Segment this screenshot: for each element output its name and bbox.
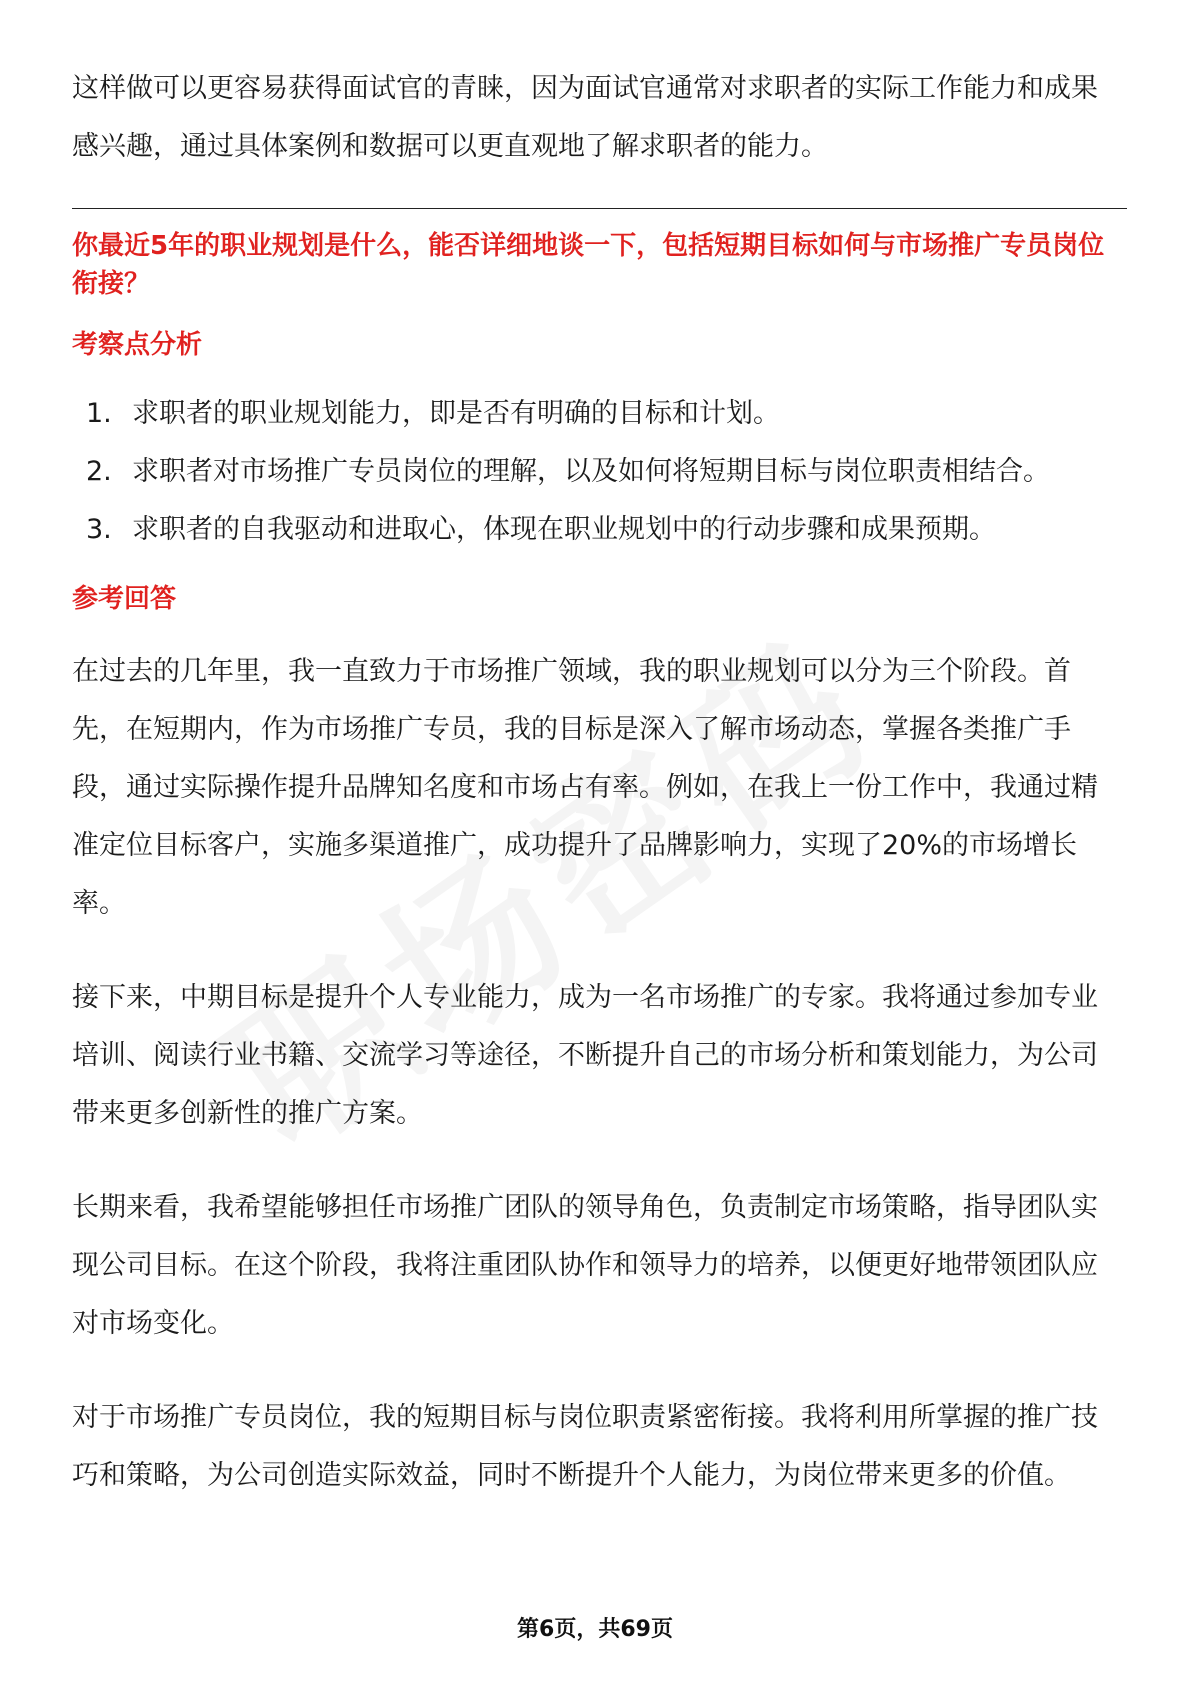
document-page bbox=[72, 60, 1112, 1541]
list-item-text: 求职者的职业规划能力，即是否有明确的目标和计划。 bbox=[132, 398, 780, 429]
analysis-title: 考察点分析 bbox=[72, 330, 203, 360]
page-footer: 第6页，共69页 bbox=[517, 1617, 673, 1642]
analysis-points-list bbox=[72, 385, 1112, 559]
list-item bbox=[72, 501, 1112, 559]
answer-paragraph: 对于市场推广专员岗位，我的短期目标与岗位职责紧密衔接。我将利用所掌握的推广技巧和策略，为公司创造实际效益，同时不断提升个人能力，为岗位带来更多的价值。 bbox=[72, 1402, 1098, 1491]
answer-title: 参考回答 bbox=[72, 584, 177, 614]
list-item-number: 1. bbox=[86, 398, 112, 429]
answer-paragraph: 接下来，中期目标是提升个人专业能力，成为一名市场推广的专家。我将通过参加专业培训、阅读行业书籍、交流学习等途径，不断提升自己的市场分析和策划能力，为公司带来更多创新性的推广方案。 bbox=[72, 982, 1098, 1129]
list-item-text: 求职者的自我驱动和进取心，体现在职业规划中的行动步骤和成果预期。 bbox=[132, 514, 996, 545]
list-item bbox=[72, 443, 1112, 501]
intro-paragraph: 这样做可以更容易获得面试官的青睐，因为面试官通常对求职者的实际工作能力和成果感兴趣，通过具体案例和数据可以更直观地了解求职者的能力。 bbox=[72, 73, 1098, 162]
list-item-number: 2. bbox=[86, 456, 112, 487]
section-divider bbox=[72, 208, 1127, 209]
answer-paragraph: 长期来看，我希望能够担任市场推广团队的领导角色，负责制定市场策略，指导团队实现公司目标。在这个阶段，我将注重团队协作和领导力的培养，以便更好地带领团队应对市场变化。 bbox=[72, 1192, 1098, 1339]
question-heading: 你最近5年的职业规划是什么，能否详细地谈一下，包括短期目标如何与市场推广专员岗位衔接？ bbox=[72, 231, 1105, 299]
answer-paragraph: 在过去的几年里，我一直致力于市场推广领域，我的职业规划可以分为三个阶段。首先，在短期内，作为市场推广专员，我的目标是深入了解市场动态，掌握各类推广手段，通过实际操作提升品牌知名度和市场占有率。例如，在我上一份工作中，我通过精准定位目标客户，实施多渠道推广，成功提升了品牌影响力，实现了20%的市场增长率。 bbox=[72, 656, 1098, 919]
list-item bbox=[72, 385, 1112, 443]
list-item-number: 3. bbox=[86, 514, 112, 545]
list-item-text: 求职者对市场推广专员岗位的理解，以及如何将短期目标与岗位职责相结合。 bbox=[132, 456, 1050, 487]
